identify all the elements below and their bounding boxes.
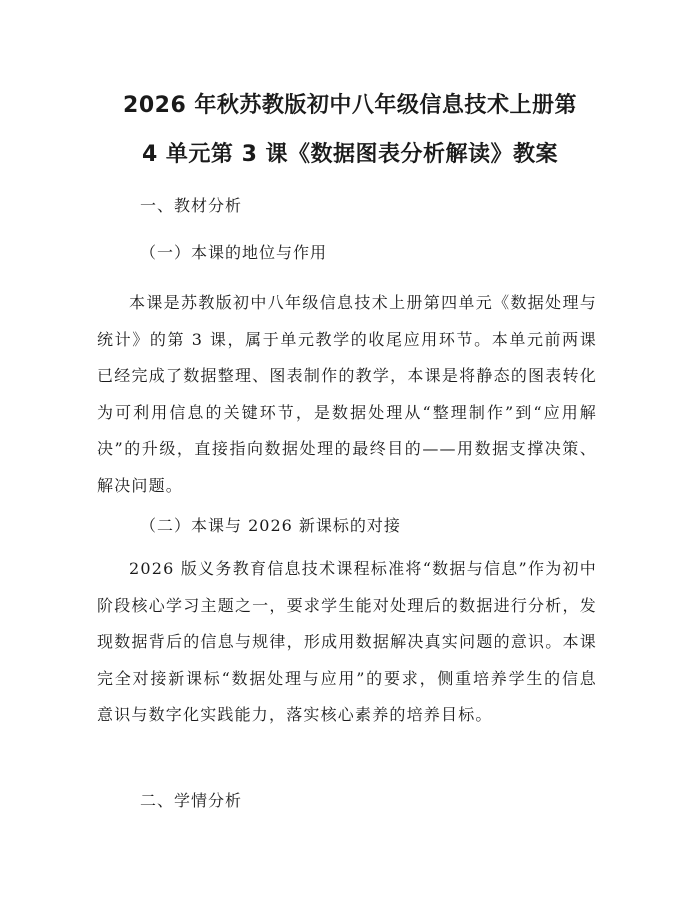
paragraph-curriculum-standard: 2026 版义务教育信息技术课程标准将“数据与信息”作为初中阶段核心学习主题之一，要求学生能对处理后的数据进行分析，发现数据背后的信息与规律，形成用数据解决真实问题的意识。本课完全对接新课标“数据处理与应用”的要求，侧重培养学生的信息意识与数字化实践能力，落实核心素养的培养目标。 <box>97 559 597 724</box>
subsection-heading-curriculum-standard: （二）本课与 2026 新课标的对接 <box>140 516 401 535</box>
section-heading-learner-analysis: 二、学情分析 <box>140 791 243 810</box>
document-title-line-1: 2026 年秋苏教版初中八年级信息技术上册第 <box>123 93 577 118</box>
paragraph-position-role: 本课是苏教版初中八年级信息技术上册第四单元《数据处理与统计》的第 3 课，属于单元教学的收尾应用环节。本单元前两课已经完成了数据整理、图表制作的教学，本课是将静态的图表转化为可利用信息的关键环节，是数据处理从“整理制作”到“应用解决”的升级，直接指向数据处理的最终目的——用数据支撑决策、解决问题。 <box>97 293 597 495</box>
subsection-heading-position-role: （一）本课的地位与作用 <box>140 243 328 262</box>
document-title-line-2: 4 单元第 3 课《数据图表分析解读》教案 <box>141 142 559 167</box>
section-heading-textbook-analysis: 一、教材分析 <box>140 196 243 215</box>
